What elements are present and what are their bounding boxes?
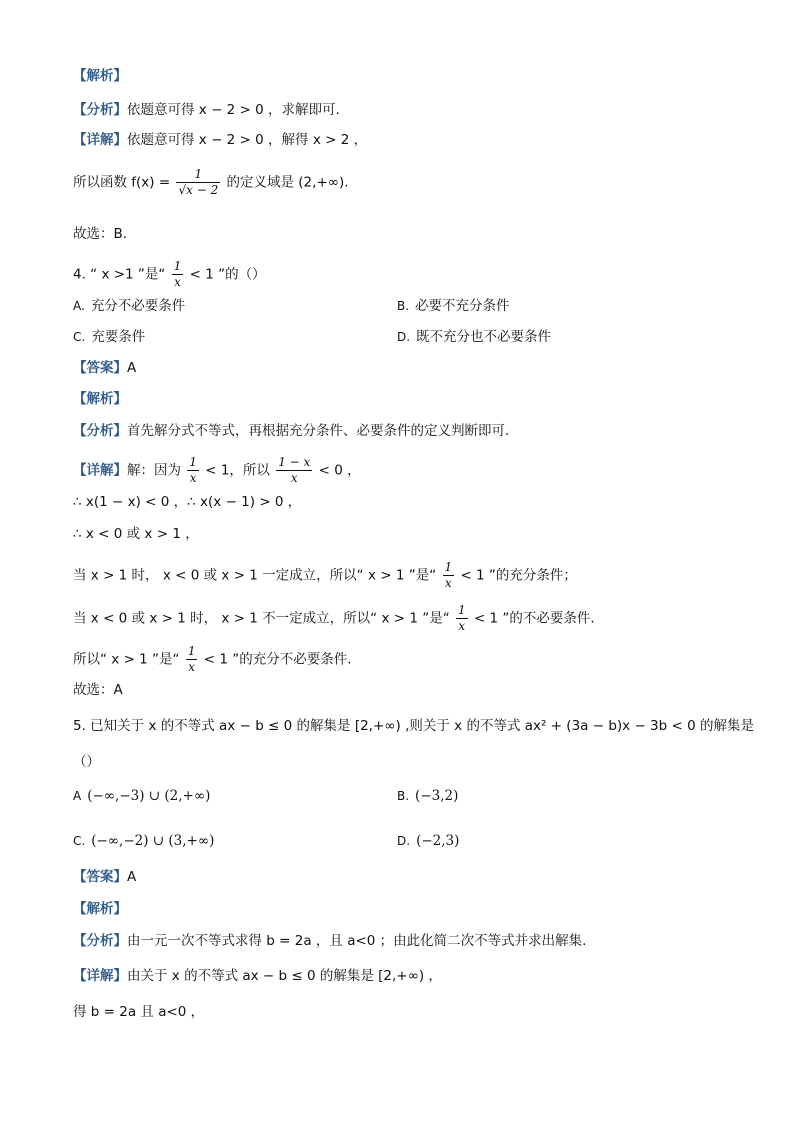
q4-x5-line [73,603,595,634]
q4-x6-part-a: 所以“ x > 1 ”是“ [73,651,180,668]
q4-x4-line [73,560,577,591]
fraction-numerator: 1 [458,603,466,617]
q4-x6-fraction [186,644,198,675]
fraction-numerator: 1 [173,259,182,273]
q4-x4-part-a: 当 x > 1 时， x < 0 或 x > 1 一定成立，所以“ x > 1 ”是“ [73,567,437,584]
q4-x1-part-a: 解：因为 [127,462,181,479]
option-letter: A [73,789,82,803]
q4-choice [73,680,123,700]
fenxi-tag: 【分析】 [73,102,127,118]
fraction-numerator: 1 − x [278,455,311,469]
q4-analysis-heading [73,389,127,409]
fraction-denominator: x [456,618,468,634]
option-letter: C. [73,834,86,848]
q4-stem-part-b: < 1 ”的（） [189,266,266,283]
q5-last-text: 得 b = 2a 且 a<0 ， [73,1004,205,1020]
q3-xiangjie-text: 依题意可得 x − 2 > 0 ，解得 x > 2 ， [127,132,368,148]
q4-x2-line [73,492,301,512]
fraction-denominator: x [276,470,312,486]
q5-xiangjie-text: 由关于 x 的不等式 ax − b ≤ 0 的解集是 [2,+∞) ， [127,968,442,984]
q5-analysis-heading [73,899,127,919]
option-text: (−∞,−2) ∪ (3,+∞) [91,833,215,849]
q4-x5-part-b: < 1 ”的不必要条件. [473,610,595,627]
option-text: 充要条件 [91,329,146,345]
analysis-tag: 【解析】 [73,901,127,917]
option-letter: D. [397,834,411,848]
analysis-tag: 【解析】 [73,391,127,407]
option-letter: D. [397,330,411,344]
fraction-denominator: x [186,659,198,675]
q3-choice [73,224,127,244]
fraction-numerator: 1 [189,455,197,469]
q5-stem-blank: （） [73,754,100,770]
answer-tag: 【答案】 [73,360,127,376]
xiangjie-tag: 【详解】 [73,132,127,148]
q5-option-d [397,831,459,851]
fraction-denominator: x [172,274,184,290]
option-letter: C. [73,330,86,344]
q4-xiangjie-line [73,455,361,486]
answer-tag: 【答案】 [73,869,127,885]
q4-option-d [397,327,551,347]
q5-stem-line-1 [73,716,754,736]
q4-x3-line [73,524,199,544]
q4-answer-line [73,358,136,378]
q5-option-b [397,786,458,806]
fraction-numerator: 1 [187,644,196,658]
q5-option-a [73,786,210,806]
option-text: (−∞,−3) ∪ (2,+∞) [87,788,211,804]
q5-fenxi-text: 由一元一次不等式求得 b = 2a ，且 a<0 ；由此化简二次不等式并求出解集. [127,933,587,949]
q4-x6-line [73,644,352,675]
fenxi-tag: 【分析】 [73,933,127,949]
q4-x5-fraction [456,603,468,634]
q3-analysis-heading [73,66,127,86]
fraction-denominator: x [187,470,199,486]
xiangjie-tag: 【详解】 [73,968,127,984]
q4-option-a [73,296,185,316]
q4-x2-text: ∴ x(1 − x) < 0 ，∴ x(x − 1) > 0 ， [73,494,302,510]
q3-fenxi-line [73,100,340,120]
q5-answer: A [127,869,137,885]
q5-answer-line [73,867,136,887]
q3-fenxi-text: 依题意可得 x − 2 > 0 ，求解即可. [127,102,340,118]
fraction-denominator: √x − 2 [178,183,219,197]
q4-x1-fraction-2 [276,455,312,486]
fraction-denominator: x [443,575,455,591]
q4-stem-fraction [172,259,184,290]
analysis-tag: 【解析】 [73,68,127,84]
xiangjie-tag: 【详解】 [73,462,127,479]
q4-x1-part-c: < 0 ， [318,462,361,479]
q4-x4-part-b: < 1 ”的充分条件； [460,567,577,584]
q4-answer: A [127,360,137,376]
q5-stem-line-2 [73,752,100,772]
q5-xiangjie-line [73,966,442,986]
q3-domain-suffix: 的定义域是 (2,+∞). [226,174,349,191]
q3-choice-text: 故选：B. [73,226,128,242]
option-letter: B. [397,789,410,803]
q4-x5-part-a: 当 x < 0 或 x > 1 时， x > 1 不一定成立，所以“ x > 1 ”是“ [73,610,450,627]
q5-stem-text: 5. 已知关于 x 的不等式 ax − b ≤ 0 的解集是 [2,+∞) ,则关于 x 的不等式 ax² + (3a − b)x − 3b < 0 的解集是 [73,718,754,734]
option-text: 必要不充分条件 [415,298,510,314]
q4-stem-part-a: 4. “ x >1 ”是“ [73,266,166,283]
q3-domain-prefix: 所以函数 f(x) = [73,174,171,191]
q4-option-c [73,327,145,347]
q3-xiangjie-line [73,130,367,150]
q4-stem [73,259,266,290]
q5-fenxi-line [73,931,586,951]
option-text: 充分不必要条件 [90,298,186,314]
q5-last-line [73,1002,204,1022]
option-text: (−3,2) [415,788,459,804]
option-letter: B. [397,299,410,313]
q3-domain-fraction [176,167,220,198]
q4-x3-text: ∴ x < 0 或 x > 1 ， [73,526,199,542]
q4-x1-part-b: < 1，所以 [205,462,270,479]
q4-x4-fraction [443,560,455,591]
q3-domain-line [73,167,349,198]
option-text: 既不充分也不必要条件 [416,329,552,345]
q4-choice-text: 故选：A [73,682,123,698]
q4-option-b [397,296,510,316]
fraction-numerator: 1 [444,560,453,574]
fenxi-tag: 【分析】 [73,423,127,439]
q4-fenxi-text: 首先解分式不等式，再根据充分条件、必要条件的定义判断即可. [127,423,510,439]
q4-fenxi-line [73,421,509,441]
fraction-numerator: 1 [194,167,203,181]
q4-x6-part-b: < 1 ”的充分不必要条件. [203,651,352,668]
option-letter: A. [73,299,85,313]
q4-x1-fraction-1 [187,455,199,486]
option-text: (−2,3) [416,833,460,849]
q5-option-c [73,831,214,851]
